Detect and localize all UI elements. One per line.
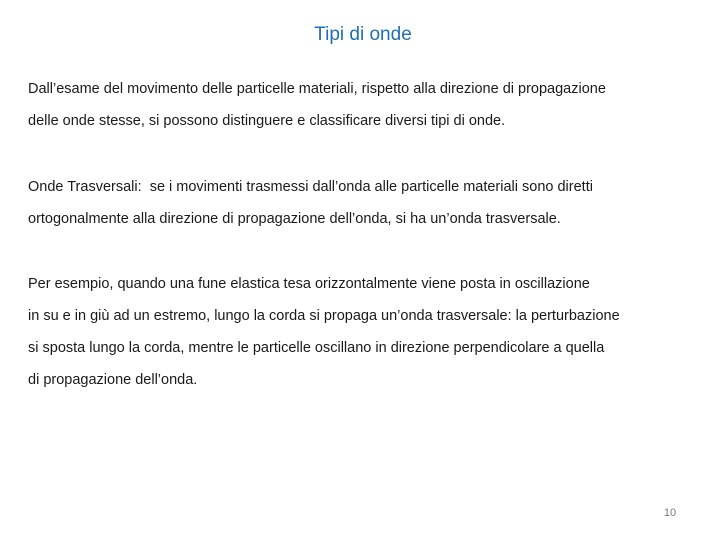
trasversali-line-2: ortogonalmente alla direzione di propagazione dell’onda, si ha un’onda trasversale. bbox=[28, 211, 561, 227]
trasversali-term: Onde Trasversali: bbox=[28, 179, 142, 195]
esempio-line-2: in su e in giù ad un estremo, lungo la corda si propaga un’onda trasversale: la perturbazione bbox=[28, 308, 620, 324]
esempio-paragraph bbox=[28, 268, 708, 396]
trasversali-line-1-rest: se i movimenti trasmessi dall’onda alle particelle materiali sono diretti bbox=[141, 179, 593, 195]
page-number: 10 bbox=[663, 507, 677, 519]
esempio-line-4: di propagazione dell’onda. bbox=[28, 372, 198, 388]
esempio-line-1: Per esempio, quando una fune elastica tesa orizzontalmente viene posta in oscillazione bbox=[28, 276, 590, 292]
intro-line-1: Dall’esame del movimento delle particelle materiali, rispetto alla direzione di propagazione bbox=[28, 81, 606, 97]
esempio-line-3: si sposta lungo la corda, mentre le particelle oscillano in direzione perpendicolare a quella bbox=[28, 340, 605, 356]
trasversali-line-1 bbox=[28, 171, 708, 203]
intro-paragraph bbox=[28, 73, 708, 137]
intro-line-2: delle onde stesse, si possono distinguere e classificare diversi tipi di onde. bbox=[28, 113, 506, 129]
slide-title: Tipi di onde bbox=[314, 24, 412, 45]
trasversali-paragraph bbox=[28, 171, 708, 235]
